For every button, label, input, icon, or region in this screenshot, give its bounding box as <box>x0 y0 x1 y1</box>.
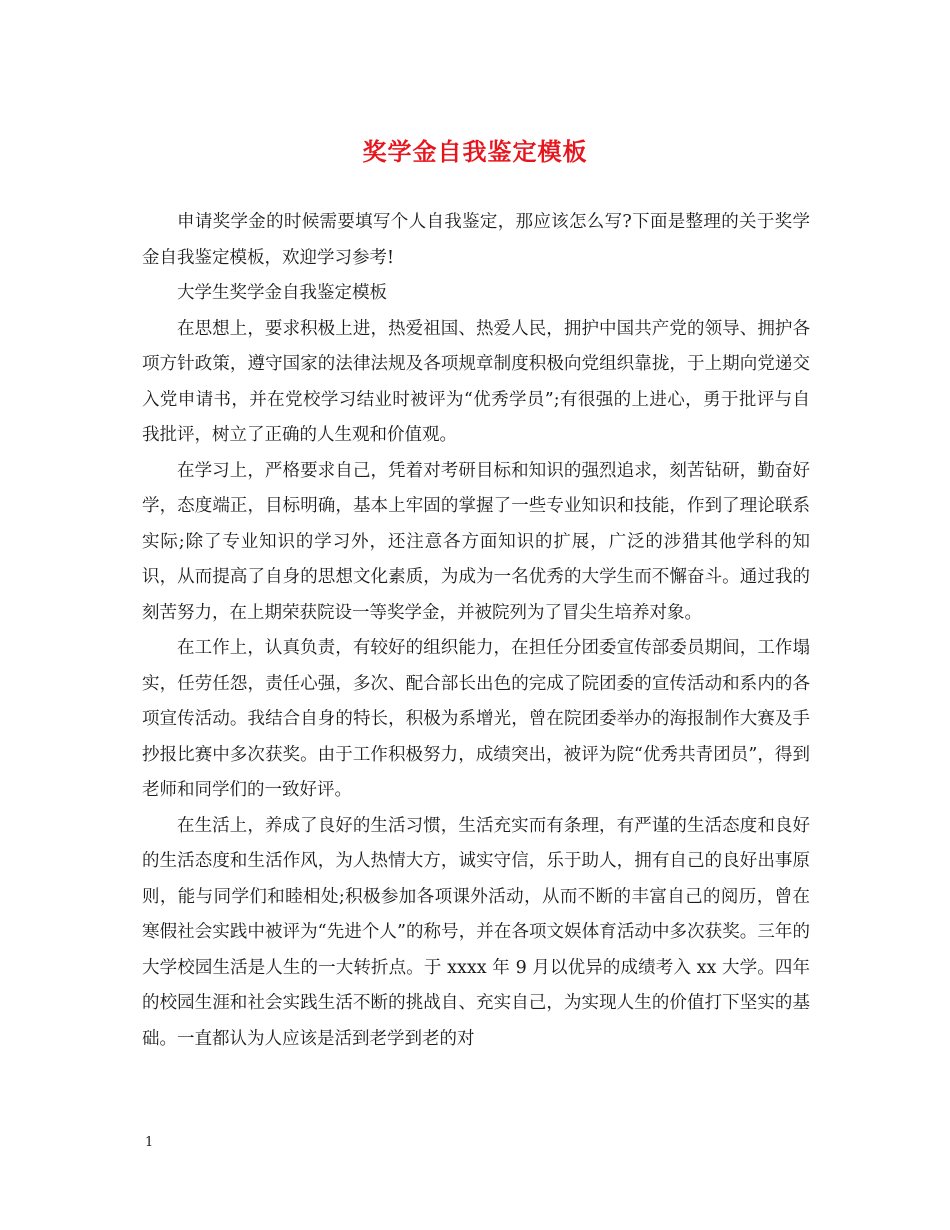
document-title: 奖学金自我鉴定模板 <box>362 137 588 166</box>
paragraph-study: 在学习上，严格要求自己，凭着对考研目标和知识的强烈追求，刻苦钻研，勤奋好学，态度端正，目标明确，基本上牢固的掌握了一些专业知识和技能，作到了理论联系实际;除了专业知识的学习外，还注意各方面知识的扩展，广泛的涉猎其他学科的知识，从而提高了自身的思想文化素质，为成为一名优秀的大学生而不懈奋斗。通过我的刻苦努力，在上期荣获院设一等奖学金，并被院列为了冒尖生培养对象。 <box>142 460 810 623</box>
intro-paragraph: 申请奖学金的时候需要填写个人自我鉴定，那应该怎么写?下面是整理的关于奖学金自我鉴定模板，欢迎学习参考! <box>142 212 810 268</box>
paragraph-ideology: 在思想上，要求积极上进，热爱祖国、热爱人民，拥护中国共产党的领导、拥护各项方针政策，遵守国家的法律法规及各项规章制度积极向党组织靠拢，于上期向党递交入党申请书，并在党校学习结业时被评为“优秀学员”;有很强的上进心，勇于批评与自我批评，树立了正确的人生观和价值观。 <box>142 318 810 445</box>
section-heading: 大学生奖学金自我鉴定模板 <box>177 283 387 303</box>
page-number: 1 <box>145 1135 154 1150</box>
document-body <box>142 205 810 1057</box>
paragraph-work: 在工作上，认真负责，有较好的组织能力，在担任分团委宣传部委员期间，工作塌实，任劳任怨，责任心强，多次、配合部长出色的完成了院团委的宣传活动和系内的各项宣传活动。我结合自身的特长，积极为系增光，曾在院团委举办的海报制作大赛及手抄报比赛中多次获奖。由于工作积极努力，成绩突出，被评为院“优秀共青团员”，得到老师和同学们的一致好评。 <box>142 638 810 800</box>
paragraph-life: 在生活上，养成了良好的生活习惯，生活充实而有条理，有严谨的生活态度和良好的生活态度和生活作风，为人热情大方，诚实守信，乐于助人，拥有自己的良好出事原则，能与同学们和睦相处;积极参加各项课外活动，从而不断的丰富自己的阅历，曾在寒假社会实践中被评为“先进个人”的称号，并在各项文娱体育活动中多次获奖。三年的大学校园生活是人生的一大转折点。于 xxxx 年 9 月以优异的成绩考入 xx 大学。四年的校园生涯和社会实践生活不断的挑战自、充实自己，为实现人生的价值打下坚实的基础。一直都认为人应该是活到老学到老的对 <box>142 815 810 1049</box>
